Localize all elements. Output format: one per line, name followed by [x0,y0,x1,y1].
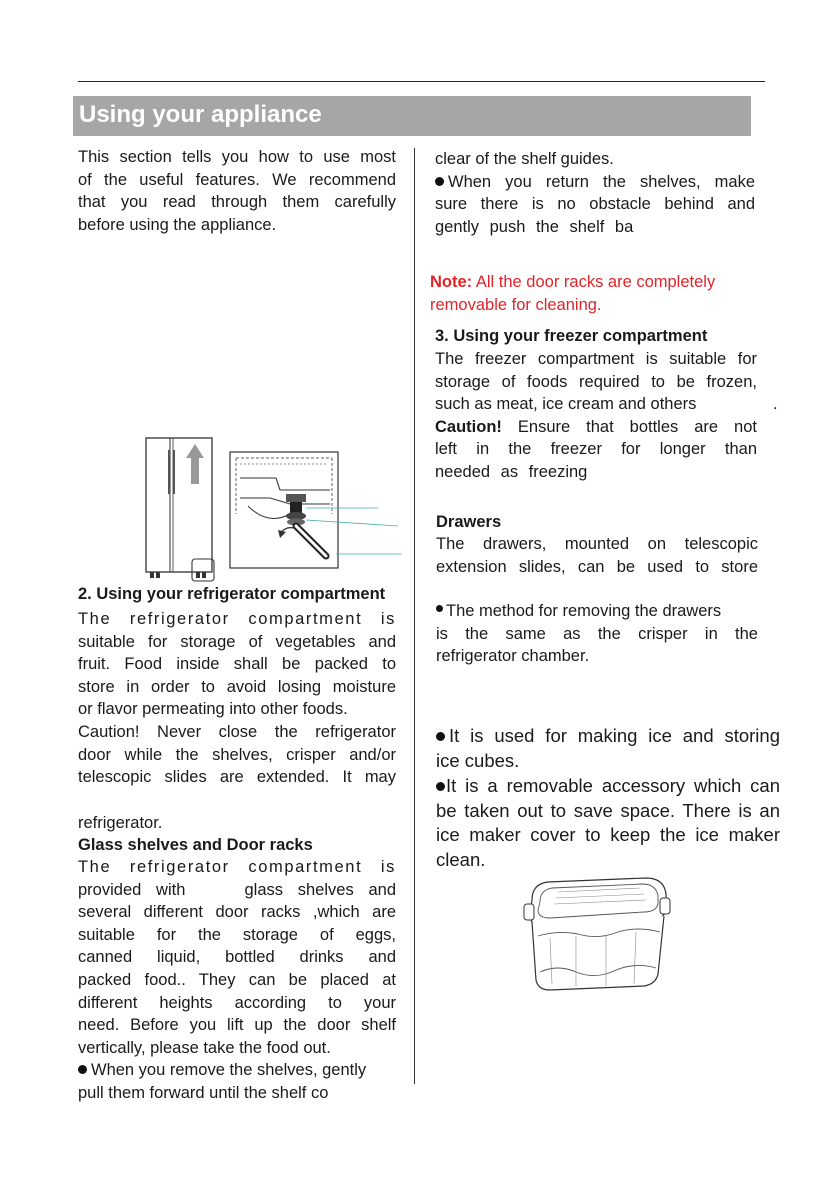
intro-line: that you read through them carefully [78,193,396,212]
intro-line: This section tells you how to use most [78,148,396,166]
body-line: is the same as the crisper in the [436,624,758,643]
section2-tail [78,812,396,835]
body-line: clear of the shelf guides. [435,150,614,168]
section2-body [78,608,396,789]
drawers-heading: Drawers [436,513,502,531]
body-line: or flavor permeating into other foods. [78,700,348,719]
body-line: The drawers, mounted on telescopic [436,535,758,553]
note-line: removable for cleaning. [430,295,602,314]
section2-heading: 2. Using your refrigerator compartment [78,585,386,603]
bullet-text: When you remove the shelves, gently [91,1061,367,1080]
bullet-icon [436,782,445,791]
body-line: The freezer compartment is suitable for [435,350,757,368]
wrench-icon [230,452,402,568]
body-line: be taken out to save space. There is an [436,799,780,821]
body-line: packed food.. They can be placed at [78,970,396,989]
glass-shelves-heading: Glass shelves and Door racks [78,836,313,854]
section3-heading: 3. Using your freezer compartment [435,327,708,345]
body-line: sure there is no obstacle behind and [435,195,755,214]
drawers-bullet [436,600,758,668]
glass-shelves-body [78,856,396,1105]
body-line: need. Before you lift up the door shelf [78,1016,396,1035]
intro-paragraph [78,146,396,236]
section3-body [435,348,778,484]
caution-line [435,416,757,439]
intro-line: of the useful features. We recommend [78,170,396,189]
top-rule [78,81,765,82]
bullet-line [436,724,780,749]
body-line: provided with glass shelves and [78,880,396,899]
body-line: The refrigerator compartment is [78,858,396,876]
body-line: ice maker cover to keep the ice maker [436,824,780,845]
body-line [435,393,778,416]
caution-label: Caution! [435,417,502,436]
body-line: Caution! Never close the refrigerator [78,722,396,741]
note-text: All the door racks are completely [472,273,716,291]
drawers-body [436,533,758,578]
body-text: . [773,395,778,414]
ice-box-icon [518,876,674,994]
page-title: Using your appliance [79,101,322,128]
bullet-text: It is a removable accessory which can [446,775,780,796]
body-line: pull them forward until the shelf co [78,1083,329,1102]
bullet-line [435,171,755,194]
body-text: such as meat, ice cream and others [435,395,697,414]
body-line: extension slides, can be used to store [436,557,758,576]
body-line: needed as freezing [435,462,588,481]
body-line: gently push the shelf ba [435,217,634,236]
bullet-icon [436,732,445,741]
bullet-text: When you return the shelves, make [448,172,755,191]
body-line: refrigerator. [78,814,163,832]
body-line: The refrigerator compartment is [78,610,396,628]
bullet-line [436,600,758,623]
body-line: store in order to avoid losing moisture [78,677,396,696]
body-line: door while the shelves, crisper and/or [78,745,396,764]
body-line: several different door racks ,which are [78,903,396,922]
body-line: fruit. Food inside shall be packed to [78,655,396,674]
column-divider [414,148,415,1084]
bullet-line [436,774,780,799]
bullet-icon [78,1065,87,1074]
bullet-line [78,1059,396,1082]
note-block [430,271,760,316]
body-line: suitable for storage of vegetables and [78,632,396,651]
door-adjustment-illustration [140,434,402,584]
bullet-icon [435,177,444,186]
body-line: suitable for the storage of eggs, [78,925,396,944]
bullet-text: It is used for making ice and storing [449,725,780,746]
caution-text: Ensure that bottles are not [501,417,757,436]
note-label: Note: [430,273,473,291]
bullet-icon [436,605,443,612]
body-line: canned liquid, bottled drinks and [78,948,396,967]
body-line: telescopic slides are extended. It may [78,768,396,787]
body-line: different heights according to your [78,993,396,1012]
note-line [430,271,760,294]
intro-line: before using the appliance. [78,215,277,234]
body-line: storage of foods required to be frozen, [435,372,757,391]
body-line: clean. [436,848,486,870]
body-line: ice cubes. [436,749,520,771]
ice-maker-bullet-2 [436,774,780,872]
shelf-continuation [435,148,755,238]
fridge-icon [146,438,214,581]
body-line: vertically, please take the food out. [78,1038,331,1057]
bullet-text: The method for removing the drawers [446,602,722,620]
body-line: left in the freezer for longer than [435,440,757,459]
body-line: refrigerator chamber. [436,647,590,666]
ice-maker-bullet-1 [436,724,780,773]
